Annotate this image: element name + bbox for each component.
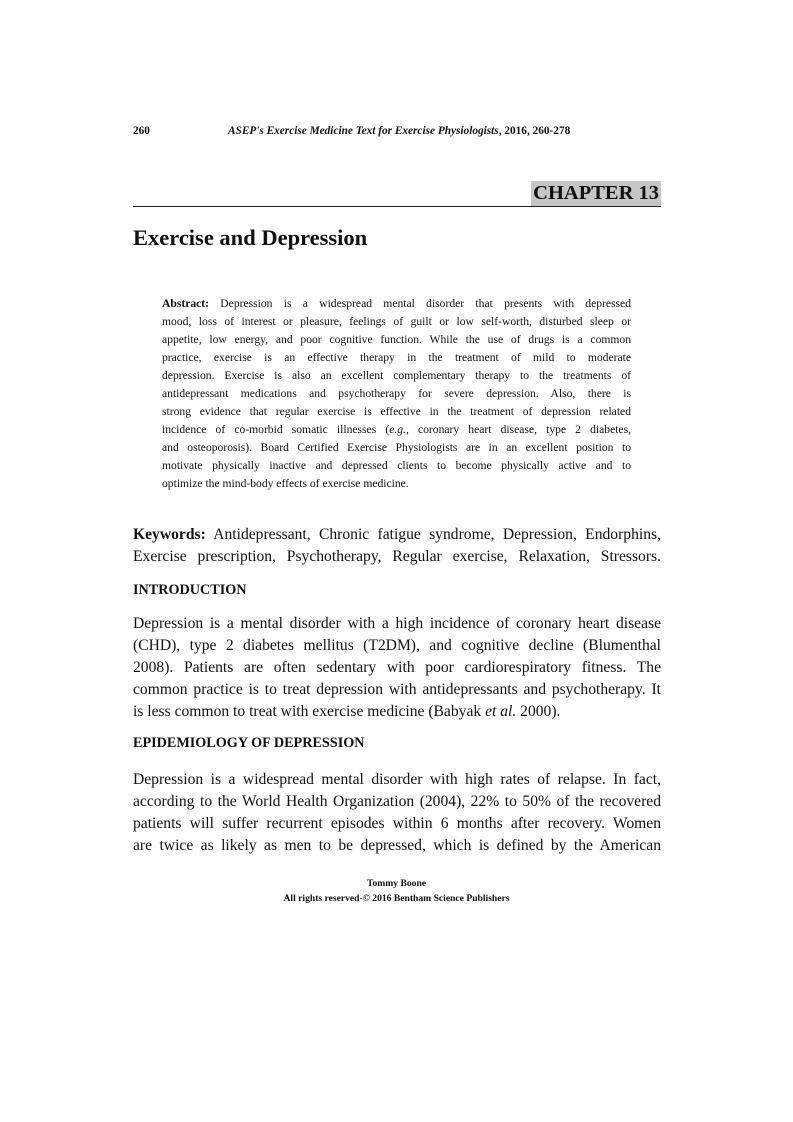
text-segment: , coronary heart disease, type 2 diabetes,: [405, 423, 631, 436]
text-segment: and osteoporosis). Board Certified Exercise Physiologists are in an excellent position to: [162, 441, 631, 454]
text-segment: common practice is to treat depression with antidepressants and psychotherapy. It: [133, 681, 661, 698]
text-segment: incidence of co-morbid somatic illnesses (: [162, 423, 390, 436]
source-citation: [228, 125, 570, 137]
chapter-title: Exercise and Depression: [133, 225, 368, 250]
page-footer: [0, 876, 793, 906]
text-line: [133, 657, 661, 679]
text-segment: Depression is a widespread mental disorder that presents with depressed: [209, 297, 631, 310]
text-line: [162, 349, 631, 367]
text-line: [133, 679, 661, 701]
book-title: ASEP's Exercise Medicine Text for Exercise Physiologists: [228, 125, 499, 137]
copyright-notice: All rights reserved-© 2016 Bentham Science Publishers: [283, 893, 510, 904]
text-line: [133, 813, 661, 835]
text-line: [162, 385, 631, 403]
text-line: [162, 295, 631, 313]
text-line: [133, 635, 661, 657]
source-details: , 2016, 260-278: [498, 125, 571, 137]
epidemiology-paragraph: [133, 769, 661, 857]
text-segment: patients will suffer recurrent episodes within 6 months after recovery. Women: [133, 815, 661, 832]
text-segment: Antidepressant, Chronic fatigue syndrome, Depression, Endorphins,: [205, 526, 661, 543]
text-line: [162, 457, 631, 475]
italic-text: et al.: [485, 703, 517, 720]
chapter-label: CHAPTER 13: [533, 182, 659, 204]
text-line: [133, 701, 661, 723]
text-segment: (CHD), type 2 diabetes mellitus (T2DM), and cognitive decline (Blumenthal: [133, 637, 661, 654]
abstract: [162, 295, 631, 493]
text-line: [133, 835, 661, 857]
text-line: [162, 313, 631, 331]
introduction-paragraph: [133, 613, 661, 723]
text-segment: depression. Exercise is also an excellent complementary therapy to the treatments of: [162, 369, 631, 382]
header-divider: [133, 206, 661, 207]
bold-label: Keywords:: [133, 526, 206, 543]
text-segment: are twice as likely as men to be depressed, which is defined by the American: [133, 837, 661, 854]
text-line: [162, 403, 631, 421]
text-line: [162, 439, 631, 457]
text-line: [133, 613, 661, 635]
text-segment: practice, exercise is an effective therapy in the treatment of mild to moderate: [162, 351, 631, 364]
text-segment: Depression is a widespread mental disorder with high rates of relapse. In fact,: [133, 771, 661, 788]
section-heading-epidemiology: EPIDEMIOLOGY OF DEPRESSION: [133, 735, 365, 751]
page-number: 260: [133, 125, 150, 137]
text-segment: mood, loss of interest or pleasure, feelings of guilt or low self-worth, disturbed sleep or: [162, 315, 631, 328]
text-line: [162, 475, 631, 493]
author-name: Tommy Boone: [366, 878, 427, 889]
text-segment: 2008). Patients are often sedentary with poor cardiorespiratory fitness. The: [133, 659, 661, 676]
italic-text: e.g.: [389, 423, 406, 436]
bold-label: Abstract:: [162, 297, 210, 310]
text-line: [133, 546, 661, 568]
text-segment: strong evidence that regular exercise is effective in the treatment of depression related: [162, 405, 631, 418]
text-segment: Exercise prescription, Psychotherapy, Regular exercise, Relaxation, Stressors.: [133, 548, 661, 565]
text-line: [162, 367, 631, 385]
running-head: [133, 125, 661, 141]
text-segment: antidepressant medications and psychotherapy for severe depression. Also, there is: [162, 387, 631, 400]
text-line: [162, 421, 631, 439]
text-line: [133, 791, 661, 813]
text-segment: 2000).: [516, 703, 561, 720]
text-line: [133, 769, 661, 791]
text-segment: appetite, low energy, and poor cognitive function. While the use of drugs is a common: [162, 333, 631, 346]
text-segment: Depression is a mental disorder with a high incidence of coronary heart disease: [133, 615, 661, 632]
text-segment: according to the World Health Organization (2004), 22% to 50% of the recovered: [133, 793, 661, 810]
text-segment: optimize the mind-body effects of exercise medicine.: [162, 477, 409, 490]
text-line: [162, 331, 631, 349]
text-segment: is less common to treat with exercise medicine (Babyak: [133, 703, 486, 720]
keywords: [133, 524, 661, 568]
section-heading-introduction: INTRODUCTION: [133, 582, 247, 598]
text-segment: motivate physically inactive and depressed clients to become physically active and to: [162, 459, 631, 472]
text-line: [133, 524, 661, 546]
